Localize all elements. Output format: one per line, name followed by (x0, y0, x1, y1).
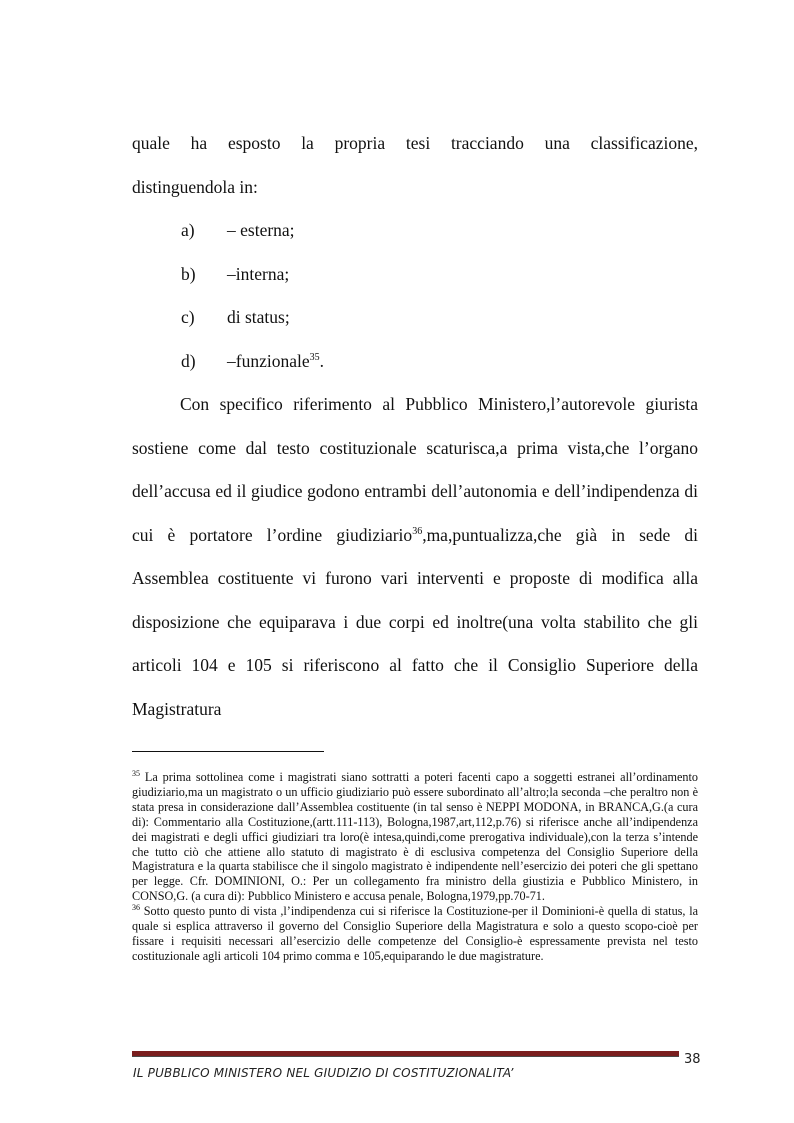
list-item-label: b) (181, 263, 196, 284)
page-number: 38 (684, 1052, 701, 1067)
paragraph-text: Con specifico riferimento al Pubblico Ministero,l’autorevole giurista sostiene come dal testo costituzionale scaturisca,a prima vista,che l’organo dell’accusa ed il giudice godono entrambi dell’autonomia e dell’indipendenza di cui è portatore l’ordine giudiziario (132, 394, 698, 545)
list-item-text: –interna; (227, 263, 290, 284)
footnote-text: La prima sottolinea come i magistrati siano sottratti a poteri facenti capo a soggetti estranei all’ordinamento giudiziario,ma un magistrato o un ufficio giudiziario può essere subordinato all’altro;la seconda –che peraltro non è stata presa in considerazione dall’Assemblea costituente (in tal senso è NEPPI MODONA, in BRANCA,G.(a cura di): Commentario alla Costituzione,(artt.111-113), Bologna,1987,art,112,p.76) si riferisce anche all’indipendenza dei magistrati e degli uffici giudiziari tra loro(è intesa,quindi,come prerogativa individuale),con la terza s’intende che tutto ciò che attiene allo statuto di magistrato è di esclusiva competenza del Consiglio Superiore della Magistratura e la quarta stabilisce che il singolo magistrato è indipendente nell’esercizio dei poteri che gli spettano per legge. Cfr. DOMINIONI, O.: Per un collegamento fra ministro della giustizia e Pubblico Ministero, in CONSO,G. (a cura di): Pubblico Ministero e accusa penale, Bologna,1979,pp.70-71. (132, 770, 698, 904)
paragraph-text: ,ma,puntualizza,che già in sede di Assemblea costituente vi furono vari interventi e proposte di modifica alla disposizione che equiparava i due corpi ed inoltre(una volta stabilito che gli articoli 104 e 105 si riferiscono al fatto che il Consiglio Superiore della Magistratura (132, 524, 698, 719)
list-item (132, 253, 698, 297)
footnote-text: Sotto questo punto di vista ,l’indipendenza cui si riferisce la Costituzione-per il Dominioni-è quella di status, la quale si esplica attraverso il governo del Consiglio Superiore della Magistratura e solo a questo scopo-cioè per fissare i requisiti necessari all’esercizio delle competenze del Consiglio-è espressamente prevista nel testo costituzionale agli articoli 104 primo comma e 105,equiparando le due magistrature. (132, 904, 698, 963)
paragraph-text: distinguendola in: (132, 176, 258, 197)
body-text (132, 122, 698, 731)
classification-list (132, 209, 698, 383)
footnote-separator (132, 751, 324, 752)
footer-rule (132, 1051, 679, 1057)
list-item-label: c) (181, 307, 195, 327)
footnote-reference[interactable]: 35 (309, 351, 320, 363)
list-item (132, 209, 698, 253)
list-item-label: a) (181, 220, 195, 240)
footnote (132, 770, 698, 904)
list-item-text-end: . (319, 350, 324, 371)
paragraph-text: quale ha esposto la propria tesi tracciando una classificazione, (132, 133, 698, 153)
paragraph-continuation-line (132, 122, 698, 166)
paragraph (132, 383, 698, 731)
paragraph-continuation-line (132, 166, 698, 210)
footnotes (132, 770, 698, 964)
footnote (132, 904, 698, 964)
list-item-label: d) (181, 350, 196, 371)
list-item-text (227, 340, 324, 384)
list-item-text-main: –funzionale (227, 350, 310, 371)
list-item (132, 296, 698, 340)
footnote-reference[interactable]: 36 (412, 525, 423, 537)
list-item-text: – esterna; (227, 220, 295, 240)
running-footer-title: IL PUBBLICO MINISTERO NEL GIUDIZIO DI COSTITUZIONALITA’ (133, 1066, 514, 1080)
list-item (132, 340, 698, 384)
list-item-text: di status; (227, 307, 290, 327)
footnote-number: 36 (132, 903, 140, 913)
footnote-number: 35 (132, 768, 140, 778)
